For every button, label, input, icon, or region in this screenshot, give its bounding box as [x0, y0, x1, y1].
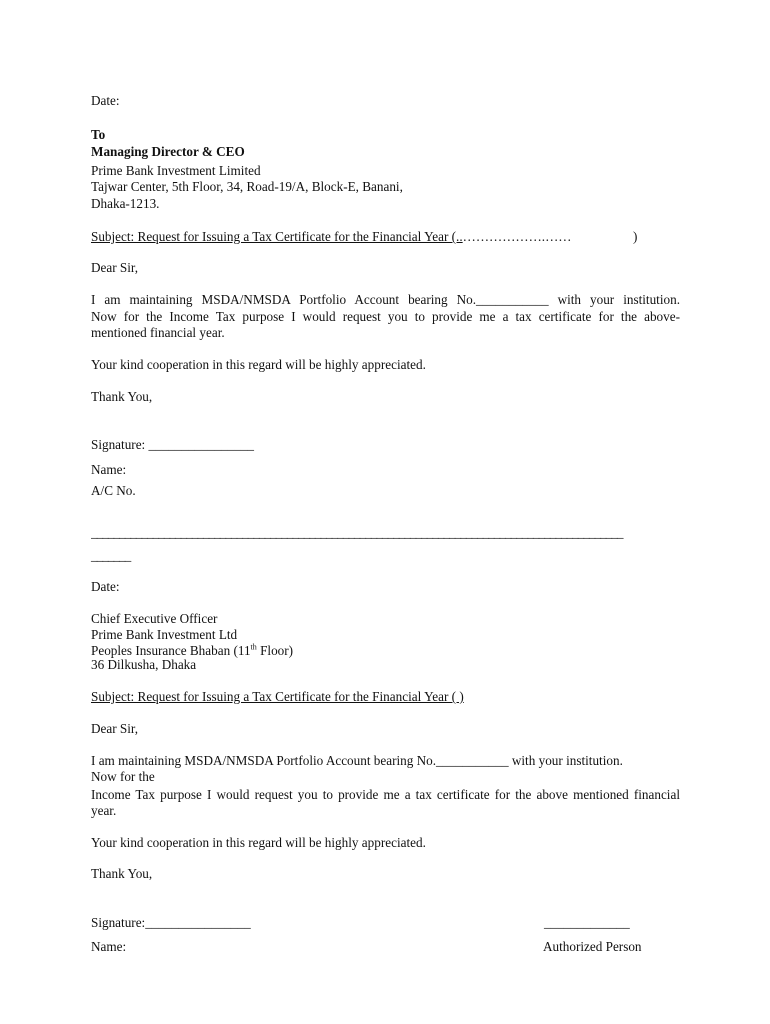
signature-field: Signature:________________: [91, 915, 251, 930]
salutation: Dear Sir,: [91, 721, 139, 736]
body-line: Now for the Income Tax purpose I would request you to provide me a tax certificate for the above-: [91, 309, 680, 324]
date-label: Date:: [91, 579, 120, 594]
address-text-end: Floor): [256, 643, 294, 658]
address-line-1: Tajwar Center, 5th Floor, 34, Road-19/A, Block-E, Banani,: [91, 179, 403, 194]
body-line: I am maintaining MSDA/NMSDA Portfolio Account bearing No.___________ with your institution.: [91, 753, 623, 768]
body-line: Now for the: [91, 769, 155, 784]
cooperation-text: Your kind cooperation in this regard will be highly appreciated.: [91, 357, 426, 372]
body-line: Income Tax purpose I would request you to provide me a tax certificate for the above mentioned financial: [91, 787, 680, 802]
body-line: I am maintaining MSDA/NMSDA Portfolio Account bearing No.___________ with your institution.: [91, 292, 680, 307]
date-label: Date:: [91, 93, 120, 108]
authorized-signature-line: _____________: [544, 915, 630, 930]
separator-line-tail: _______: [91, 548, 131, 563]
salutation: Dear Sir,: [91, 260, 139, 275]
to-label: To: [91, 127, 106, 142]
cooperation-text: Your kind cooperation in this regard will be highly appreciated.: [91, 835, 426, 850]
address-text: Peoples Insurance Bhaban (11: [91, 643, 251, 658]
recipient-title: Chief Executive Officer: [91, 611, 218, 626]
name-field: Name:: [91, 462, 127, 477]
authorized-person-label: Authorized Person: [543, 939, 642, 954]
body-line: year.: [91, 803, 117, 818]
company-name: Prime Bank Investment Limited: [91, 163, 261, 178]
subject-close-paren: ): [633, 229, 638, 244]
company-name: Prime Bank Investment Ltd: [91, 627, 238, 642]
account-number-field: A/C No.: [91, 483, 136, 498]
address-line-2: Dhaka-1213.: [91, 196, 160, 211]
separator-line: _______________________________________________________________________________________________: [91, 525, 623, 540]
subject-text: Subject: Request for Issuing a Tax Certificate for the Financial Year (..: [91, 229, 463, 244]
address-line-2: 36 Dilkusha, Dhaka: [91, 657, 197, 672]
thank-you: Thank You,: [91, 389, 153, 404]
thank-you: Thank You,: [91, 866, 153, 881]
signature-field: Signature: ________________: [91, 437, 255, 452]
recipient-title: Managing Director & CEO: [91, 144, 245, 159]
subject-line: Subject: Request for Issuing a Tax Certificate for the Financial Year ( ): [91, 689, 464, 704]
ordinal-suffix: th: [250, 642, 257, 652]
name-field: Name:: [91, 939, 127, 954]
subject-line: [91, 229, 571, 245]
body-line: mentioned financial year.: [91, 325, 225, 340]
subject-dots: ……………….……: [462, 229, 572, 244]
